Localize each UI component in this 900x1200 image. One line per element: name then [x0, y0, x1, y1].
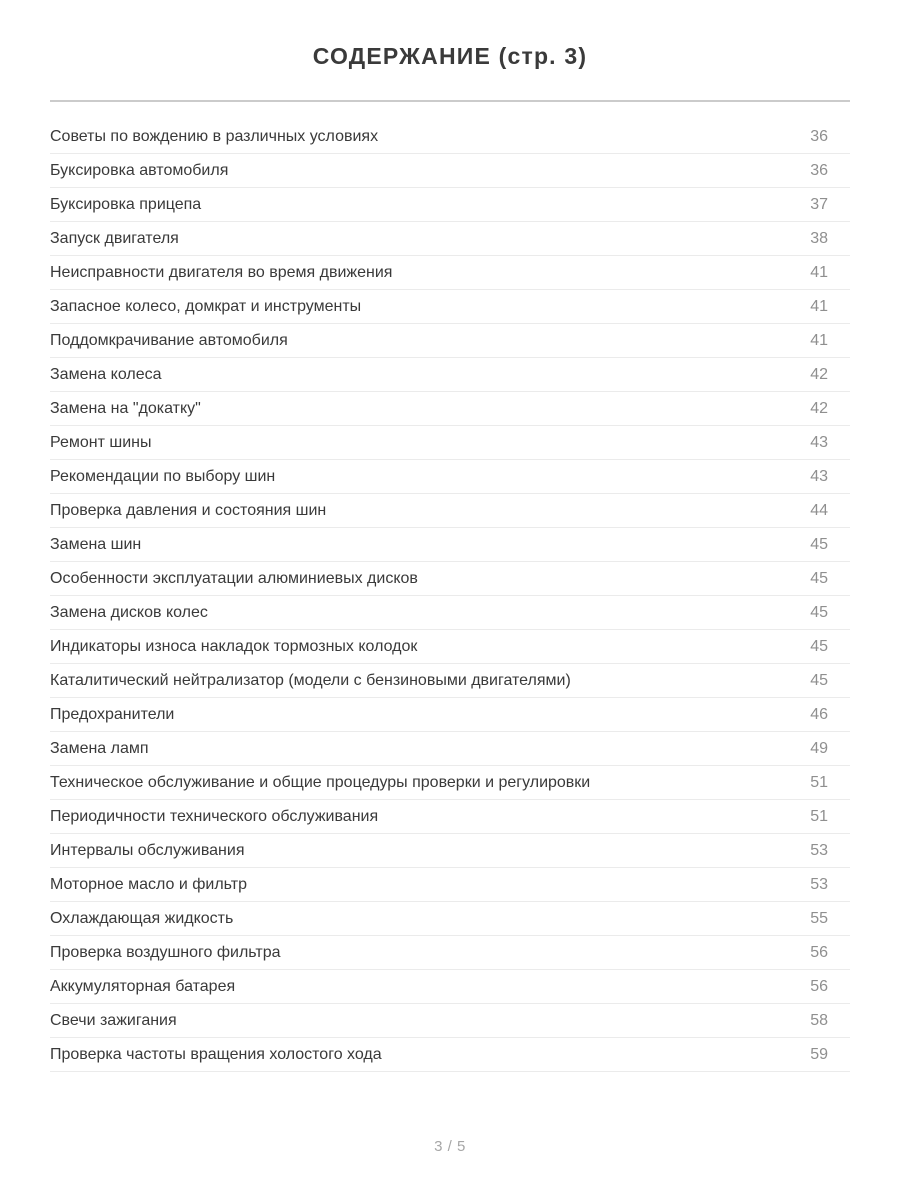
- toc-row[interactable]: [50, 324, 850, 358]
- toc-row[interactable]: [50, 732, 850, 766]
- toc-entry-page-number: 51: [810, 807, 828, 825]
- toc-entry-title: Каталитический нейтрализатор (модели с бензиновыми двигателями): [50, 671, 571, 689]
- toc-entry-title: Интервалы обслуживания: [50, 841, 245, 859]
- toc-entry-title: Особенности эксплуатации алюминиевых дисков: [50, 569, 418, 587]
- toc-entry-title: Техническое обслуживание и общие процедуры проверки и регулировки: [50, 773, 591, 791]
- toc-entry-title: Запуск двигателя: [50, 229, 179, 247]
- toc-entry-page-number: 49: [810, 739, 828, 757]
- toc-entry-page-number: 53: [810, 875, 828, 893]
- toc-row[interactable]: [50, 494, 850, 528]
- toc-entry-title: Запасное колесо, домкрат и инструменты: [50, 297, 362, 315]
- toc-row[interactable]: [50, 1038, 850, 1072]
- toc-entry-page-number: 45: [810, 603, 828, 621]
- toc-row[interactable]: [50, 800, 850, 834]
- toc-row[interactable]: [50, 188, 850, 222]
- toc-entry-page-number: 41: [810, 297, 828, 315]
- toc-row[interactable]: [50, 698, 850, 732]
- toc-entry-title: Замена дисков колес: [50, 603, 208, 621]
- toc-row[interactable]: [50, 460, 850, 494]
- toc-entry-page-number: 43: [810, 433, 828, 451]
- toc-row[interactable]: [50, 868, 850, 902]
- toc-entry-title: Периодичности технического обслуживания: [50, 807, 379, 825]
- toc-entry-page-number: 55: [810, 909, 828, 927]
- toc-row[interactable]: [50, 528, 850, 562]
- toc-row[interactable]: [50, 392, 850, 426]
- toc-list: [50, 120, 850, 1072]
- toc-entry-page-number: 41: [810, 263, 828, 281]
- toc-row[interactable]: [50, 664, 850, 698]
- toc-row[interactable]: [50, 120, 850, 154]
- toc-row[interactable]: [50, 426, 850, 460]
- toc-entry-page-number: 38: [810, 229, 828, 247]
- toc-entry-page-number: 56: [810, 943, 828, 961]
- toc-entry-page-number: 45: [810, 671, 828, 689]
- toc-entry-page-number: 53: [810, 841, 828, 859]
- toc-row[interactable]: [50, 562, 850, 596]
- toc-row[interactable]: [50, 596, 850, 630]
- toc-entry-title: Замена на "докатку": [50, 399, 201, 417]
- toc-entry-title: Советы по вождению в различных условиях: [50, 127, 379, 145]
- toc-entry-title: Проверка частоты вращения холостого хода: [50, 1045, 382, 1063]
- toc-entry-page-number: 45: [810, 535, 828, 553]
- toc-page: [50, 0, 850, 1155]
- toc-row[interactable]: [50, 630, 850, 664]
- toc-entry-page-number: 59: [810, 1045, 828, 1063]
- toc-entry-title: Замена ламп: [50, 739, 149, 757]
- toc-row[interactable]: [50, 936, 850, 970]
- toc-entry-title: Индикаторы износа накладок тормозных колодок: [50, 637, 418, 655]
- toc-row[interactable]: [50, 290, 850, 324]
- toc-entry-page-number: 43: [810, 467, 828, 485]
- toc-entry-title: Предохранители: [50, 705, 175, 723]
- toc-row[interactable]: [50, 970, 850, 1004]
- toc-entry-title: Моторное масло и фильтр: [50, 875, 247, 893]
- toc-entry-page-number: 36: [810, 127, 828, 145]
- toc-row[interactable]: [50, 256, 850, 290]
- toc-entry-page-number: 36: [810, 161, 828, 179]
- toc-entry-title: Замена шин: [50, 535, 142, 553]
- toc-entry-page-number: 42: [810, 365, 828, 383]
- toc-entry-title: Проверка воздушного фильтра: [50, 943, 281, 961]
- toc-entry-title: Буксировка автомобиля: [50, 161, 229, 179]
- toc-entry-title: Замена колеса: [50, 365, 162, 383]
- toc-entry-page-number: 46: [810, 705, 828, 723]
- toc-entry-page-number: 45: [810, 569, 828, 587]
- toc-entry-page-number: 41: [810, 331, 828, 349]
- toc-row[interactable]: [50, 834, 850, 868]
- toc-entry-title: Поддомкрачивание автомобиля: [50, 331, 288, 349]
- toc-entry-title: Рекомендации по выбору шин: [50, 467, 276, 485]
- toc-entry-page-number: 56: [810, 977, 828, 995]
- toc-entry-title: Буксировка прицепа: [50, 195, 202, 213]
- toc-row[interactable]: [50, 154, 850, 188]
- toc-entry-title: Неисправности двигателя во время движения: [50, 263, 393, 281]
- toc-row[interactable]: [50, 902, 850, 936]
- toc-row[interactable]: [50, 766, 850, 800]
- toc-entry-page-number: 44: [810, 501, 828, 519]
- title-divider: [50, 100, 850, 102]
- toc-row[interactable]: [50, 358, 850, 392]
- toc-entry-page-number: 37: [810, 195, 828, 213]
- page-indicator: 3 / 5: [434, 1138, 466, 1155]
- toc-entry-page-number: 51: [810, 773, 828, 791]
- toc-entry-page-number: 58: [810, 1011, 828, 1029]
- toc-row[interactable]: [50, 1004, 850, 1038]
- toc-entry-page-number: 45: [810, 637, 828, 655]
- toc-entry-title: Проверка давления и состояния шин: [50, 501, 327, 519]
- toc-row[interactable]: [50, 222, 850, 256]
- toc-entry-title: Охлаждающая жидкость: [50, 909, 234, 927]
- toc-entry-title: Аккумуляторная батарея: [50, 977, 236, 995]
- page-title: СОДЕРЖАНИЕ (стр. 3): [312, 43, 588, 69]
- toc-entry-page-number: 42: [810, 399, 828, 417]
- toc-entry-title: Свечи зажигания: [50, 1011, 177, 1029]
- toc-entry-title: Ремонт шины: [50, 433, 152, 451]
